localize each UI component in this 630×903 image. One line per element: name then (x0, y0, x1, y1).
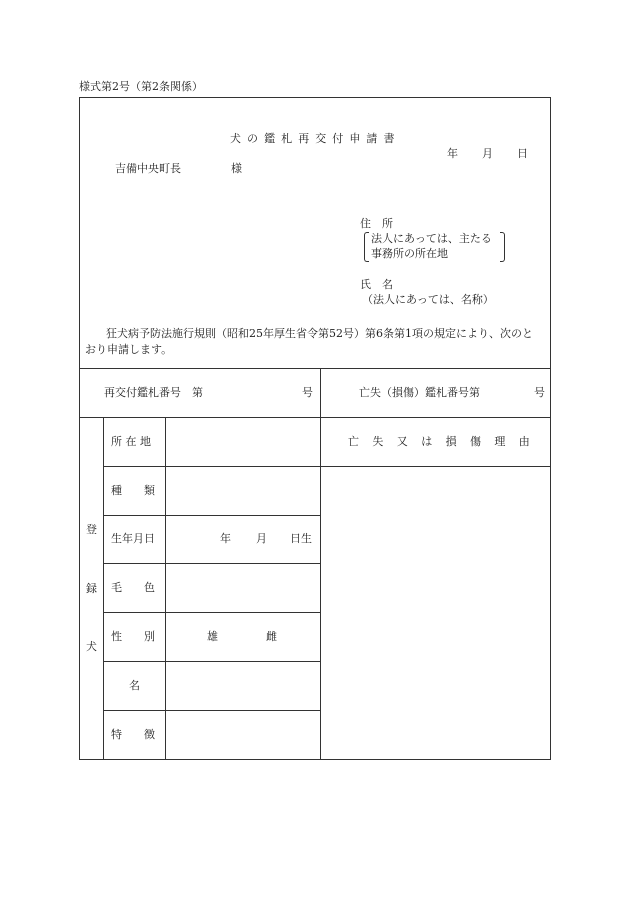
reissue-tag-number-label: 再交付鑑札番号 第 (104, 386, 203, 399)
statement-line1: 狂犬病予防法施行規則（昭和25年厚生省令第52号）第6条第1項の規定により、次のと (106, 327, 533, 340)
date-year-label: 年 (447, 147, 458, 160)
address-note-line1: 法人にあっては、主たる (371, 232, 492, 245)
table-rule-row6 (103, 710, 320, 711)
frame-left (79, 97, 80, 760)
birthdate-day-unit: 日生 (290, 532, 312, 545)
address-label: 住 所 (360, 217, 393, 230)
frame-right (550, 97, 551, 760)
table-rule-row3 (103, 563, 320, 564)
lost-tag-number-suffix: 号 (534, 386, 545, 399)
date-day-label: 日 (517, 147, 528, 160)
birthdate-month-unit: 月 (256, 532, 267, 545)
table-rule-row1 (103, 466, 551, 467)
address-note-line2: 事務所の所在地 (371, 247, 448, 260)
address-note-bracket-left (364, 232, 369, 262)
address-note-bracket-right (500, 232, 505, 262)
name-label: 氏 名 (360, 278, 393, 291)
table-rule-row2 (103, 515, 320, 516)
registered-dog-char-2: 録 (86, 582, 97, 595)
field-label-breed: 種 類 (111, 484, 155, 497)
table-rule-center (320, 368, 321, 760)
field-label-features: 特 徴 (111, 728, 155, 741)
sex-option-female: 雌 (266, 630, 277, 643)
statement-line2: おり申請します。 (85, 343, 173, 356)
document-title: 犬の鑑札再交付申請書 (230, 132, 401, 145)
frame-bottom (79, 759, 551, 760)
table-rule-tag-row (79, 417, 551, 418)
table-rule-dog-label (103, 417, 104, 760)
reissue-tag-number-suffix: 号 (302, 386, 313, 399)
field-label-name: 名 (129, 679, 140, 692)
table-rule-row5 (103, 661, 320, 662)
field-label-sex: 性 別 (111, 630, 155, 643)
field-label-coat-color: 毛 色 (111, 581, 155, 594)
field-label-location: 所 在 地 (111, 435, 151, 448)
lost-tag-number-label: 亡失（損傷）鑑札番号第 (359, 386, 480, 399)
table-rule-field-label (165, 417, 166, 760)
addressee-honorific: 様 (231, 162, 242, 175)
form-number: 様式第2号（第2条関係） (79, 80, 203, 93)
name-note: （法人にあっては、名称） (362, 293, 494, 306)
loss-damage-reason-label: 亡 失 又 は 損 傷 理 由 (348, 435, 535, 448)
sex-option-male: 雄 (207, 630, 218, 643)
field-label-birthdate: 生年月日 (111, 532, 155, 545)
frame-top (79, 97, 551, 98)
addressee-name: 吉備中央町長 (115, 162, 181, 175)
birthdate-year-unit: 年 (220, 532, 231, 545)
table-rule-top (79, 368, 551, 369)
date-month-label: 月 (482, 147, 493, 160)
registered-dog-char-3: 犬 (86, 640, 97, 653)
registered-dog-char-1: 登 (86, 523, 97, 536)
table-rule-row4 (103, 612, 320, 613)
